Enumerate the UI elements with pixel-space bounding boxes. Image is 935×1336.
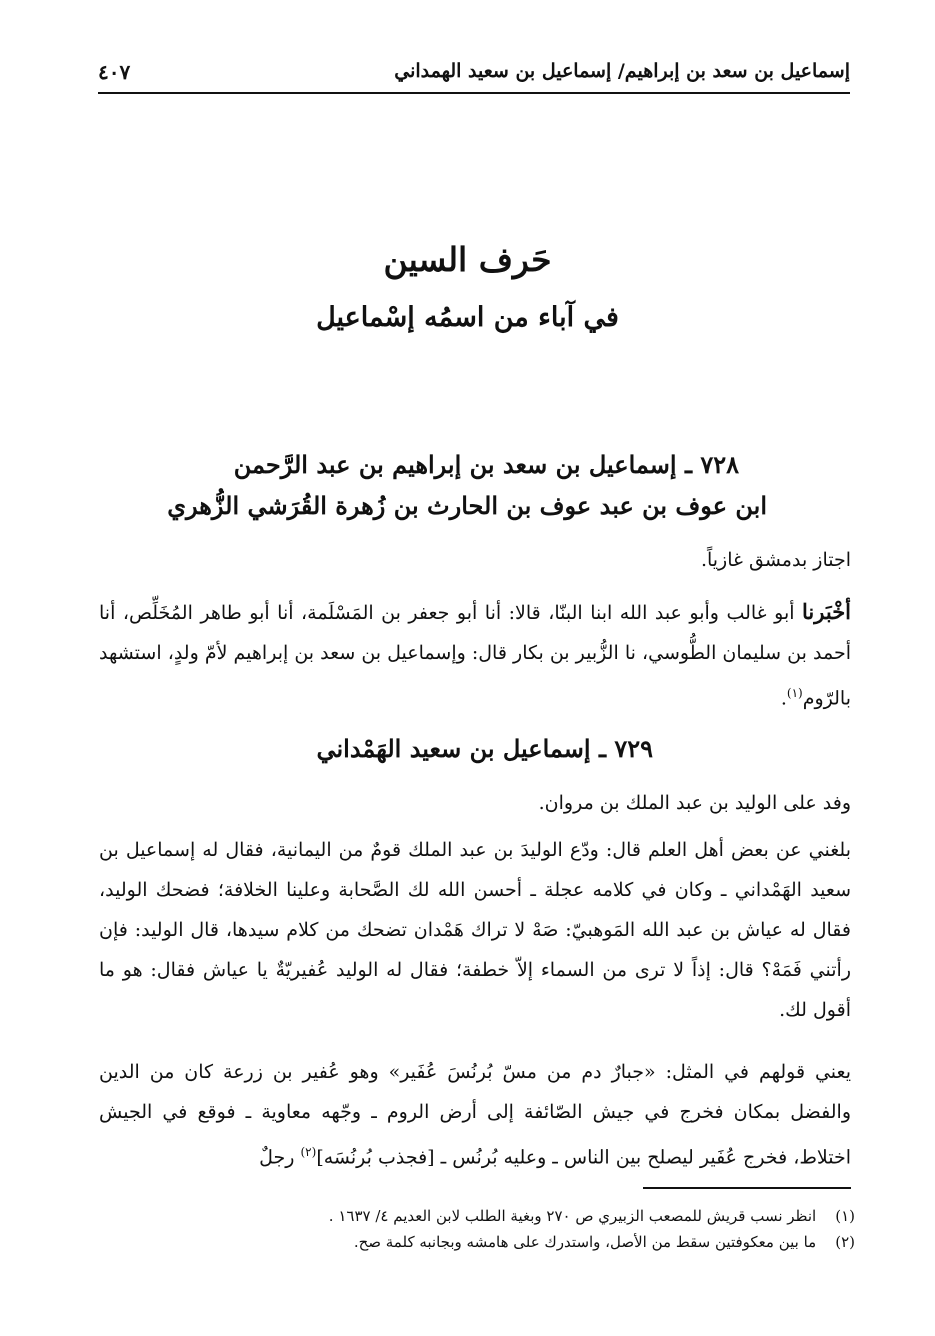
running-header [98, 58, 850, 94]
proverb-text: يعني قولهم في المثل: «جبارٌ دم من مسّ بُرنُسَ عُفَير» وهو عُفير بن زرعة كان من الدين والفضل بمكان فخرج في جيش الصّائفة إلى أرض الروم ـ وجّهه معاوية ـ فوقع في الجيش اختلاط، فخرج عُفَير ليصلح بين الناس ـ وعليه بُرنُس ـ [فجذب بُرنُسَه] [99, 1061, 851, 1169]
footnote-ref-1: (١) [786, 686, 803, 700]
entry-728-heading-line2: ابن عوف بن عبد عوف بن الحارث بن زُهرة القُرَشي الزُّهري [167, 491, 767, 520]
chapter-subtitle: في آباء من اسمُه إسْماعيل [316, 302, 619, 333]
entry-729-intro: وفد على الوليد بن عبد الملك بن مروان. [538, 792, 851, 814]
footnote-number: (٢) [835, 1233, 855, 1251]
footnote-text: انظر نسب قريش للمصعب الزبيري ص ٢٧٠ وبغية الطلب لابن العديم ٤/ ١٦٣٧ . [328, 1207, 817, 1225]
footnote-2 [155, 1229, 855, 1255]
isnad-end: . [780, 687, 787, 710]
entry-729-heading: ٧٢٩ ـ إسماعيل بن سعيد الهَمْداني [316, 734, 653, 763]
entry-728-intro: اجتاز بدمشق غازياً. [700, 549, 851, 571]
isnad-text: أبو غالب وأبو عبد الله ابنا البنّا، قالا: أنا أبو جعفر بن المَسْلَمة، أنا أبو طاهر المُخَلِّص، أنا أحمد بن سليمان الطُّوسي، نا الزُّبير بن بكار قال: وإسماعيل بن سعد بن إبراهيم لأمّ ولدٍ، استشهد بالرّوم [99, 602, 851, 710]
footnote-ref-2: (٢) [300, 1145, 317, 1159]
footnote-1 [155, 1203, 855, 1229]
running-title: إسماعيل بن سعد بن إبراهيم/ إسماعيل بن سعيد الهمداني [394, 60, 850, 82]
footnote-number: (١) [835, 1207, 855, 1225]
entry-729-story: بلغني عن بعض أهل العلم قال: ودّع الوليدَ بن عبد الملك قومٌ من اليمانية، فقال له إسماعيل بن سعيد الهَمْداني ـ وكان في كلامه عجلة ـ أحسن الله لك الصَّحابة وعلينا الخلافة؛ فضحك الوليد، فقال له عياش بن عبد الله المَوهبيّ: صَهْ لا تراك هَمْدان تضحك من كلام سيدها، قال الوليد: فإن رأتني فَمَهْ؟ قال: إذاً لا ترى من السماء إلاّ خطفة؛ فقال له الوليد عُفيريّةٌ يا عياش فقال: هو ما أقول لك. [99, 839, 851, 1021]
footnotes [155, 1203, 855, 1255]
entry-729-proverb [99, 1052, 851, 1177]
chapter-title: حَرف السين [383, 240, 552, 279]
isnad-lead-word: أخْبَرنا [802, 599, 852, 624]
entry-728-heading-line1: ٧٢٨ ـ إسماعيل بن سعد بن إبراهيم بن عبد الرَّحمن [233, 450, 739, 479]
entry-728-isnad [99, 592, 851, 718]
footnote-text: ما بين معكوفتين سقط من الأصل، واستدرك على هامشه وبجانبه كلمة صح. [353, 1233, 817, 1251]
proverb-end: رجلٌ [259, 1146, 301, 1169]
page-number: ٤٠٧ [98, 60, 131, 84]
footnote-divider [643, 1187, 851, 1189]
